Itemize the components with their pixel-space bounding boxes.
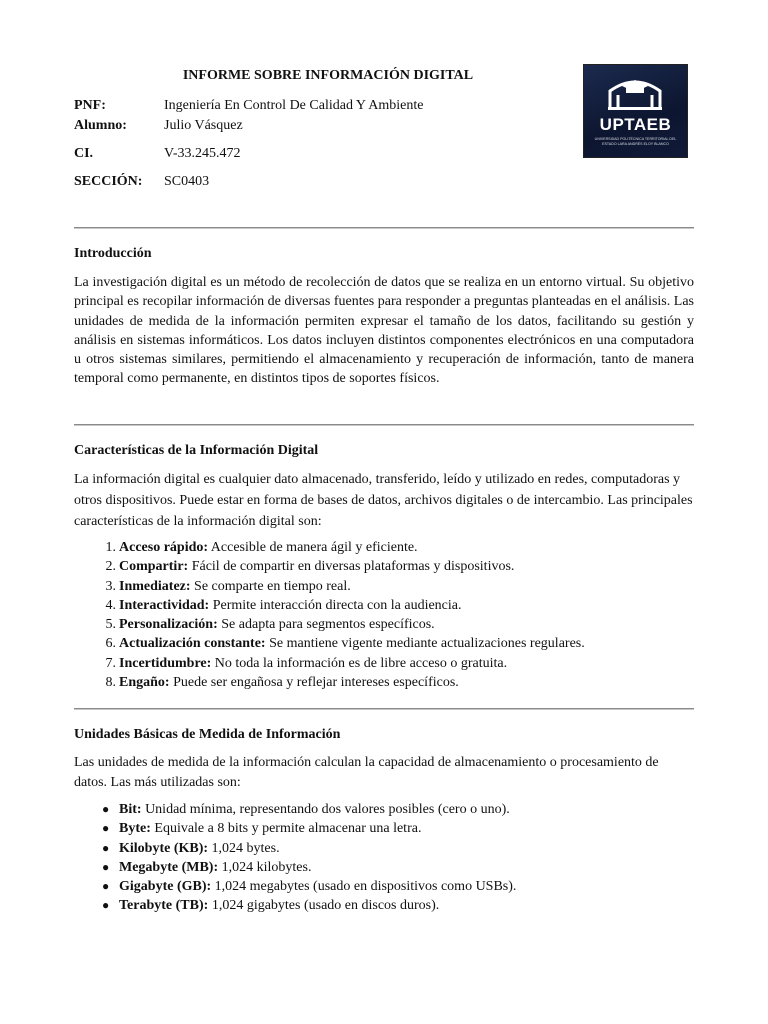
logo-wordmark: UPTAEB [599,115,672,134]
item-term: Byte: [119,821,151,837]
uptaeb-logo [583,64,688,158]
list-item [74,538,694,557]
list-number: 4. [105,597,116,613]
list-item [74,557,694,576]
characteristics-list [74,538,694,692]
item-desc: Permite interacción directa con la audiencia. [209,597,462,613]
item-term: Megabyte (MB): [119,859,219,875]
section-intro: Las unidades de medida de la información calculan la capacidad de almacenamiento o procesamiento de datos. Las más utilizadas son: [74,755,659,790]
bullet-icon: ● [102,802,110,816]
section-heading: Características de la Información Digital [74,443,319,458]
list-number: 7. [105,655,116,671]
document-title: INFORME SOBRE INFORMACIÓN DIGITAL [182,68,474,83]
item-desc: Se comparte en tiempo real. [190,578,351,594]
item-term: Kilobyte (KB): [119,840,209,856]
item-term: Terabyte (TB): [119,898,209,914]
list-item [74,896,694,915]
list-number: 1. [105,540,116,555]
bullet-icon: ● [102,821,110,836]
field-label: Alumno: [74,118,127,133]
divider [74,424,694,426]
field-label: CI. [74,146,94,161]
item-term: Incertidumbre: [119,655,212,671]
list-item [74,800,694,819]
divider [74,708,694,710]
list-item [74,615,694,634]
item-desc: Puede ser engañosa y reflejar intereses específicos. [169,675,459,691]
item-desc: Se adapta para segmentos específicos. [217,617,435,633]
list-item [74,654,694,673]
item-desc: 1,024 bytes. [208,840,280,856]
list-item [74,634,694,653]
bullet-icon: ● [102,879,110,894]
field-ci [74,144,423,164]
item-term: Gigabyte (GB): [119,879,212,895]
section-caracteristicas [74,442,694,692]
section-heading: Unidades Básicas de Medida de Información [74,727,341,742]
field-label: PNF: [74,98,106,113]
list-item [74,577,694,596]
list-item [74,673,694,692]
list-number: 3. [105,578,116,594]
field-seccion [74,172,423,192]
item-term: Actualización constante: [119,636,266,652]
item-term: Compartir: [119,559,189,575]
item-desc: Unidad mínima, representando dos valores posibles (cero o uno). [141,802,510,817]
bullet-icon: ● [102,840,110,855]
list-number: 6. [105,636,116,652]
section-unidades [74,726,694,916]
divider [74,227,694,229]
list-item [74,839,694,858]
item-desc: Accesible de manera ágil y eficiente. [208,540,418,555]
item-term: Acceso rápido: [119,540,209,555]
field-value: V-33.245.472 [164,146,241,161]
field-label: SECCIÓN: [74,174,143,189]
item-term: Engaño: [119,675,170,691]
section-intro: La información digital es cualquier dato almacenado, transferido, leído y utilizado en redes, computadoras y otros dispositivos. Puede estar en forma de bases de datos, archivos digitales o de intercambio. Las principales características de la información digital son: [74,472,693,529]
field-value: SC0403 [164,174,210,189]
list-item [74,596,694,615]
field-pnf [74,96,423,116]
item-term: Personalización: [119,617,218,633]
section-heading: Introducción [74,246,152,261]
student-info [74,96,423,192]
list-number: 8. [105,675,116,691]
section-body: La investigación digital es un método de recolección de datos que se realiza en un entorno virtual. Su objetivo principal es recopilar información de diversas fuentes para responder a preguntas planteadas en el análisis. Las unidades de medida de la información permiten expresar el tamaño de los datos, facilitando su gestión y análisis en sistemas informáticos. Los datos incluyen distintos componentes electrónicos en una computadora u otros sistemas similares, permitiendo el almacenamiento y recuperación de información, tanto de manera temporal como permanente, en distintos tipos de soportes físicos. [74,275,694,387]
units-list [74,800,694,916]
section-introduccion [74,245,694,389]
university-emblem-icon [604,77,666,111]
item-desc: No toda la información es de libre acceso o gratuita. [211,655,508,671]
item-desc: Fácil de compartir en diversas plataformas y dispositivos. [188,559,515,575]
bullet-icon: ● [102,898,110,913]
item-desc: Se mantiene vigente mediante actualizaciones regulares. [265,636,585,652]
item-desc: 1,024 gigabytes (usado en discos duros). [208,898,440,914]
item-desc: 1,024 kilobytes. [218,859,312,875]
field-value: Julio Vásquez [164,118,243,133]
list-number: 5. [105,617,116,633]
list-item [74,877,694,896]
item-term: Inmediatez: [119,578,191,594]
bullet-icon: ● [102,859,110,874]
item-term: Bit: [119,802,142,817]
list-item [74,819,694,838]
item-desc: Equivale a 8 bits y permite almacenar una letra. [150,821,422,837]
field-value: Ingeniería En Control De Calidad Y Ambiente [164,98,424,113]
list-item [74,858,694,877]
item-desc: 1,024 megabytes (usado en dispositivos como USBs). [211,879,517,895]
field-alumno [74,116,423,136]
logo-subtitle: UNIVERSIDAD POLITÉCNICA TERRITORIAL DEL ESTADO LARA ANDRÉS ELOY BLANCO [594,137,677,146]
item-term: Interactividad: [119,597,210,613]
list-number: 2. [105,559,116,575]
